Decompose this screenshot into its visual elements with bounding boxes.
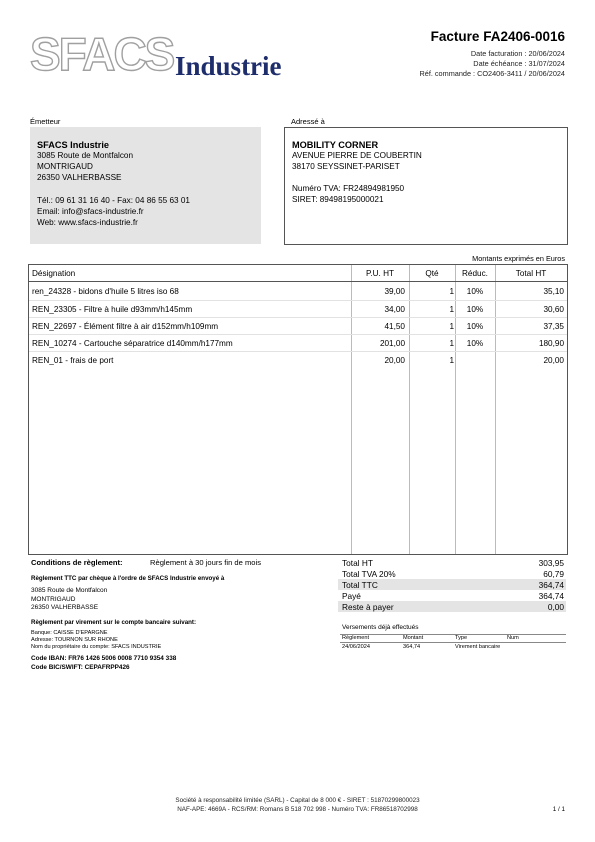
total-value: 0,00 [547,602,564,612]
row-designation: REN_10274 - Cartouche séparatrice d140mm/h177mm [32,339,233,348]
row-total: 37,35 [543,322,564,331]
emitter-address [37,151,133,183]
emitter-contacts [37,196,190,228]
bank-name: Banque: CAISSE D'EPARGNE [31,630,108,636]
emitter-address-line: 26350 VALHERBASSE [37,172,122,182]
row-total: 30,60 [543,305,564,314]
emitter-email: Email: info@sfacs-industrie.fr [37,206,144,216]
emitter-box [30,127,261,244]
total-label: Total HT [342,558,373,568]
row-designation: REN_23305 - Filtre à huile d93mm/h145mm [32,305,193,314]
payments-title: Versements déjà effectués [342,624,419,631]
row-discount: 10% [466,287,484,296]
row-quantity: 1 [449,287,454,296]
total-label: Total TVA 20% [342,569,396,579]
total-value: 364,74 [538,591,564,601]
invoice-date: Date facturation : 20/06/2024 [470,49,565,58]
bank-address: Adresse: TOURNON SUR RHONE [31,637,118,643]
paid-row [338,590,566,601]
payment-row [340,643,566,651]
recipient-siret: SIRET: 89498195000021 [292,194,384,204]
row-unit-price: 201,00 [379,339,405,348]
recipient-address-line: 38170 SEYSSINET-PARISET [292,161,400,171]
payment-type: Virement bancaire [455,644,501,650]
logo-brand: SFACS [30,28,174,80]
row-unit-price: 20,00 [384,356,405,365]
company-logo [30,28,290,83]
invoice-lines-table [28,264,568,555]
total-value: 60,79 [543,569,564,579]
payment-amount: 364,74 [403,644,421,650]
header-unit-price: P.U. HT [365,269,395,278]
invoice-order-ref: Réf. commande : CO2406-3411 / 20/06/2024 [419,69,565,78]
cheque-address-line: MONTRIGAUD [31,595,76,603]
total-tva-row [338,568,566,579]
row-unit-price: 39,00 [384,287,405,296]
emitter-name: SFACS Industrie [37,140,109,150]
payments-header-amount: Montant [403,635,424,641]
row-divider [29,317,567,318]
total-value: 364,74 [538,580,564,590]
row-divider [29,351,567,352]
column-divider [409,265,410,554]
recipient-name: MOBILITY CORNER [292,140,379,150]
row-total: 180,90 [538,339,564,348]
emitter-label: Émetteur [30,117,61,126]
row-unit-price: 41,50 [384,322,405,331]
cheque-instructions-title: Règlement TTC par chèque à l'ordre de SFACS Industrie envoyé à [31,575,225,582]
header-quantity: Qté [425,269,439,278]
payment-date: 24/06/2024 [342,644,370,650]
row-discount: 10% [466,305,484,314]
total-value: 303,95 [538,558,564,568]
row-quantity: 1 [449,322,454,331]
recipient-address [292,151,422,173]
row-designation: REN_01 - frais de port [32,356,114,365]
cheque-address-line: 26350 VALHERBASSE [31,604,99,611]
recipient-ids [292,184,404,206]
page-number: 1 / 1 [552,806,565,813]
recipient-tva: Numéro TVA: FR24894981950 [292,184,405,193]
header-divider [29,281,567,282]
total-ttc-row [338,579,566,590]
row-total: 35,10 [543,287,564,296]
footer-legal-line-2: NAF-APE: 4669A - RCS/RM: Romans B 518 702 998 - Numéro TVA: FR86518702998 [177,806,418,813]
bank-details [31,630,161,651]
footer-legal-line-1: Société à responsabilité limitée (SARL) - Capital de 8 000 € - SIRET : 51870299800023 [175,797,420,804]
row-divider [29,334,567,335]
bank-codes [31,655,176,672]
row-designation: ren_24328 - bidons d'huile 5 litres iso 68 [32,287,179,296]
remaining-row [338,601,566,612]
total-label: Reste à payer [342,602,394,612]
row-quantity: 1 [449,339,454,348]
total-ht-row [338,557,566,568]
row-discount: 10% [466,322,484,331]
logo-suffix: Industrie [175,51,282,81]
recipient-box [284,127,568,245]
emitter-web: Web: www.sfacs-industrie.fr [37,217,138,227]
header-discount: Réduc. [462,269,488,278]
payments-header-date: Règlement [342,635,370,641]
payment-terms-label: Conditions de règlement: [31,558,123,567]
payments-header-number: Num [507,635,519,641]
row-quantity: 1 [449,305,454,314]
iban-code: Code IBAN: FR76 1426 5006 0008 7710 9354 338 [31,655,177,662]
header-total: Total HT [515,269,547,278]
row-divider [29,300,567,301]
bic-code: Code BIC/SWIFT: CEPAFRPP426 [31,663,130,671]
emitter-address-line: 3085 Route de Montfalcon [37,151,134,160]
column-divider [495,265,496,554]
total-label: Total TTC [342,580,378,590]
column-divider [351,265,352,554]
transfer-instructions-title: Règlement par virement sur le compte bancaire suivant: [31,619,197,626]
recipient-address-line: AVENUE PIERRE DE COUBERTIN [292,151,422,160]
currency-note: Montants exprimés en Euros [472,254,565,263]
payments-header-type: Type [455,635,468,641]
payment-terms-value: Règlement à 30 jours fin de mois [150,558,262,567]
invoice-due-date: Date échéance : 31/07/2024 [473,59,565,68]
row-quantity: 1 [449,356,454,365]
row-total: 20,00 [543,356,564,365]
total-label: Payé [342,591,361,601]
emitter-address-line: MONTRIGAUD [37,161,93,171]
payments-header [340,634,566,642]
row-designation: REN_22697 - Élément filtre à air d152mm/h109mm [32,322,219,331]
invoice-title: Facture FA2406-0016 [430,29,565,44]
recipient-label: Adressé à [291,117,325,126]
emitter-phone: Tél.: 09 61 31 16 40 - Fax: 04 86 55 63 01 [37,196,190,205]
row-discount: 10% [466,339,484,348]
account-owner: Nom du propriétaire du compte: SFACS INDUSTRIE [31,644,162,650]
row-unit-price: 34,00 [384,305,405,314]
header-designation: Désignation [32,269,76,278]
cheque-address-line: 3085 Route de Montfalcon [31,587,108,594]
cheque-address [31,587,107,613]
